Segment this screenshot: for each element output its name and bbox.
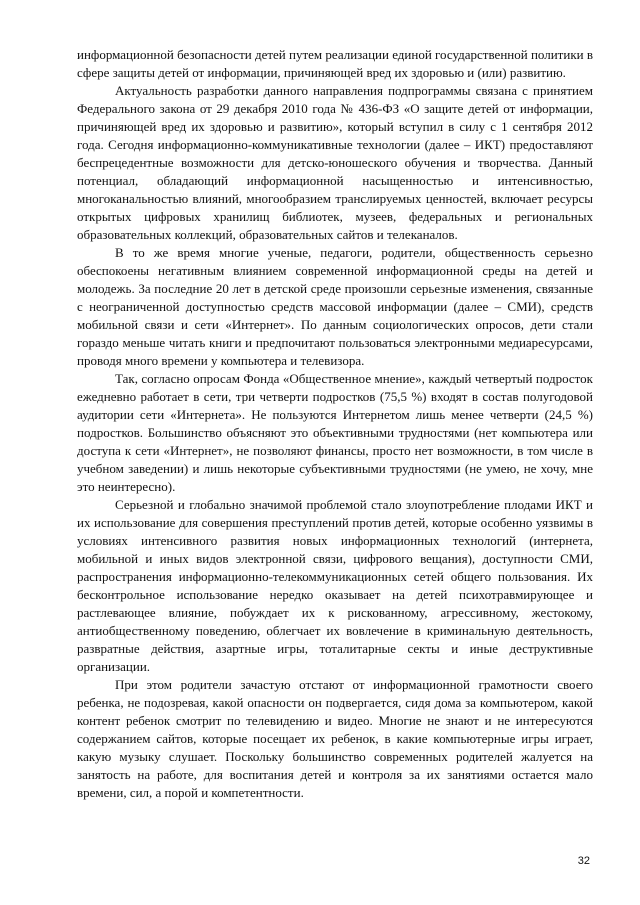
- paragraph-relevance: Актуальность разработки данного направления подпрограммы связана с принятием Федерального закона от 29 декабря 2010 года № 436-ФЗ «О защите детей от информации, причиняющей вред их здоровью и развитию», который вступил в силу с 1 сентября 2012 года. Сегодня информационно-коммуникативные технологии (далее – ИКТ) предоставляют беспрецедентные возможности для детско-юношеского обучения и творчества. Данный потенциал, обладающий информационной насыщенностью и интенсивностью, многоканальностью влияний, многообразием транслируемых ценностей, включает ресурсы открытых цифровых хранилищ библиотек, музеев, федеральных и региональных образовательных коллекций, образовательных сайтов и телеканалов.: [77, 83, 593, 242]
- paragraph-continuation: информационной безопасности детей путем реализации единой государственной политики в сфере защиты детей от информации, причиняющей вред их здоровью и (или) развитию.: [77, 47, 593, 80]
- document-page: [77, 46, 593, 802]
- page-number: 32: [577, 855, 590, 867]
- paragraph-parents: При этом родители зачастую отстают от информационной грамотности своего ребенка, не подозревая, какой опасности он подвергается, сидя дома за компьютером, какой контент ребенок смотрит по телевидению и видео. Многие не знают и не интересуются содержанием сайтов, которые посещает их ребенок, в какие компьютерные игры играет, какую музыку слушает. Поскольку большинство современных родителей жалуется на занятость на работе, для воспитания детей и контроля за их занятиями остается мало времени, сил, а порой и компетентности.: [77, 677, 593, 800]
- paragraph-abuse: Серьезной и глобально значимой проблемой стало злоупотребление плодами ИКТ и их использование для совершения преступлений против детей, которые особенно уязвимы в условиях интенсивного развития новых информационных технологий (интернета, мобильной и иных видов электронной связи, цифрового вещания), доступности СМИ, распространения информационно-телекоммуникационных сетей общего пользования. Их бесконтрольное использование нередко оказывает на детей психотравмирующее и растлевающее влияние, побуждает их к рискованному, агрессивному, жестокому, антиобщественному поведению, облегчает их вовлечение в криминальную деятельность, развратные действия, азартные игры, тоталитарные секты и иные деструктивные организации.: [77, 497, 593, 674]
- paragraph-survey: Так, согласно опросам Фонда «Общественное мнение», каждый четвертый подросток ежедневно работает в сети, три четверти подростков (75,5 %) входят в состав полугодовой аудитории сети «Интернета». Не пользуются Интернетом лишь менее четверти (24,5 %) подростков. Большинство объясняют это объективными трудностями (нет компьютера или доступа к сети «Интернет», не позволяют финансы, просто нет возможности, в том числе в учебном заведении) и лишь некоторые субъективными трудностями (не умею, не хочу, мне это неинтересно).: [77, 371, 593, 494]
- paragraph-concern: В то же время многие ученые, педагоги, родители, общественность серьезно обеспокоены негативным влиянием современной информационной среды на детей и молодежь. За последние 20 лет в детской среде произошли серьезные изменения, связанные с неограниченной доступностью средств массовой информации (далее – СМИ), средств мобильной связи и сети «Интернет». По данным социологических опросов, дети стали гораздо меньше читать книги и предпочитают пользоваться электронными медиаресурсами, проводя много времени у компьютера и телевизора.: [77, 245, 593, 368]
